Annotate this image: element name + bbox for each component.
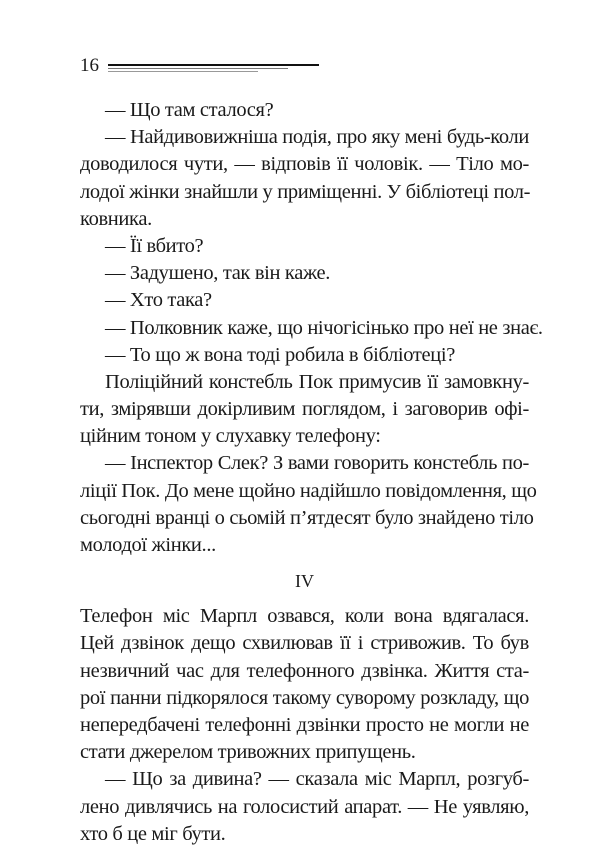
text-line: — Хто така?	[105, 289, 212, 312]
header-rule	[108, 68, 288, 69]
text-block-part1	[80, 97, 543, 559]
text-line: ковника.	[80, 207, 152, 230]
text-line: Поліційний констебль Пок примусив її замовкну-	[105, 370, 529, 393]
text-line: — Що за дивина? — сказала міс Марпл, розгуб-	[105, 768, 529, 791]
text-line: ційним тоном у слухавку телефону:	[80, 425, 381, 448]
text-line: незвичний час для телефонного дзвінка. Життя ста-	[80, 659, 529, 682]
text-line: — Що там сталося?	[105, 99, 274, 121]
text-line: рої панни підкорялося такому суворому розкладу, що	[80, 686, 529, 709]
text-line: — Найдивовижніша подія, про яку мені будь-коли	[105, 126, 529, 149]
text-line: — Задушено, так він каже.	[105, 262, 331, 285]
text-line: хто б це міг бути.	[80, 822, 226, 845]
text-line: — Полковник каже, що нічогісінько про неї не знає.	[105, 316, 543, 339]
page-number: 16	[80, 55, 99, 76]
text-line: Телефон міс Марпл озвався, коли вона вдягалася.	[80, 605, 529, 628]
text-line: доводилося чути, — відповів її чоловік. — Тіло мо-	[80, 153, 529, 176]
text-block-part2	[80, 603, 529, 848]
text-line: молодої жінки...	[80, 534, 216, 556]
text-line: сьогодні вранці о сьомій п’ятдесят було знайдено тіло	[80, 506, 534, 529]
text-line: — То що ж вона тоді робила в бібліотеці?	[105, 343, 455, 366]
text-line: ліції Пок. До мене щойно надійшло повідомлення, що	[80, 479, 537, 502]
text-line: лено дивлячись на голосистий апарат. — Не уявляю,	[80, 795, 529, 818]
text-line: Цей дзвінок дещо схвилював її і стривожив. То був	[80, 632, 529, 655]
text-line: ти, змірявши докірливим поглядом, і заговорив офі-	[80, 398, 529, 421]
header-rule	[108, 71, 258, 72]
page-body	[80, 97, 543, 848]
text-line: — Її вбито?	[105, 234, 204, 257]
text-line: — Інспектор Слек? З вами говорить констебль по-	[105, 452, 529, 475]
text-line: стати джерелом тривожних припущень.	[80, 741, 416, 764]
text-line: лодої жінки знайшли у приміщенні. У бібліотеці пол-	[80, 180, 531, 203]
text-line: непередбачені телефонні дзвінки просто не могли не	[80, 713, 529, 736]
header-rule	[108, 64, 319, 66]
section-heading: IV	[295, 571, 314, 592]
